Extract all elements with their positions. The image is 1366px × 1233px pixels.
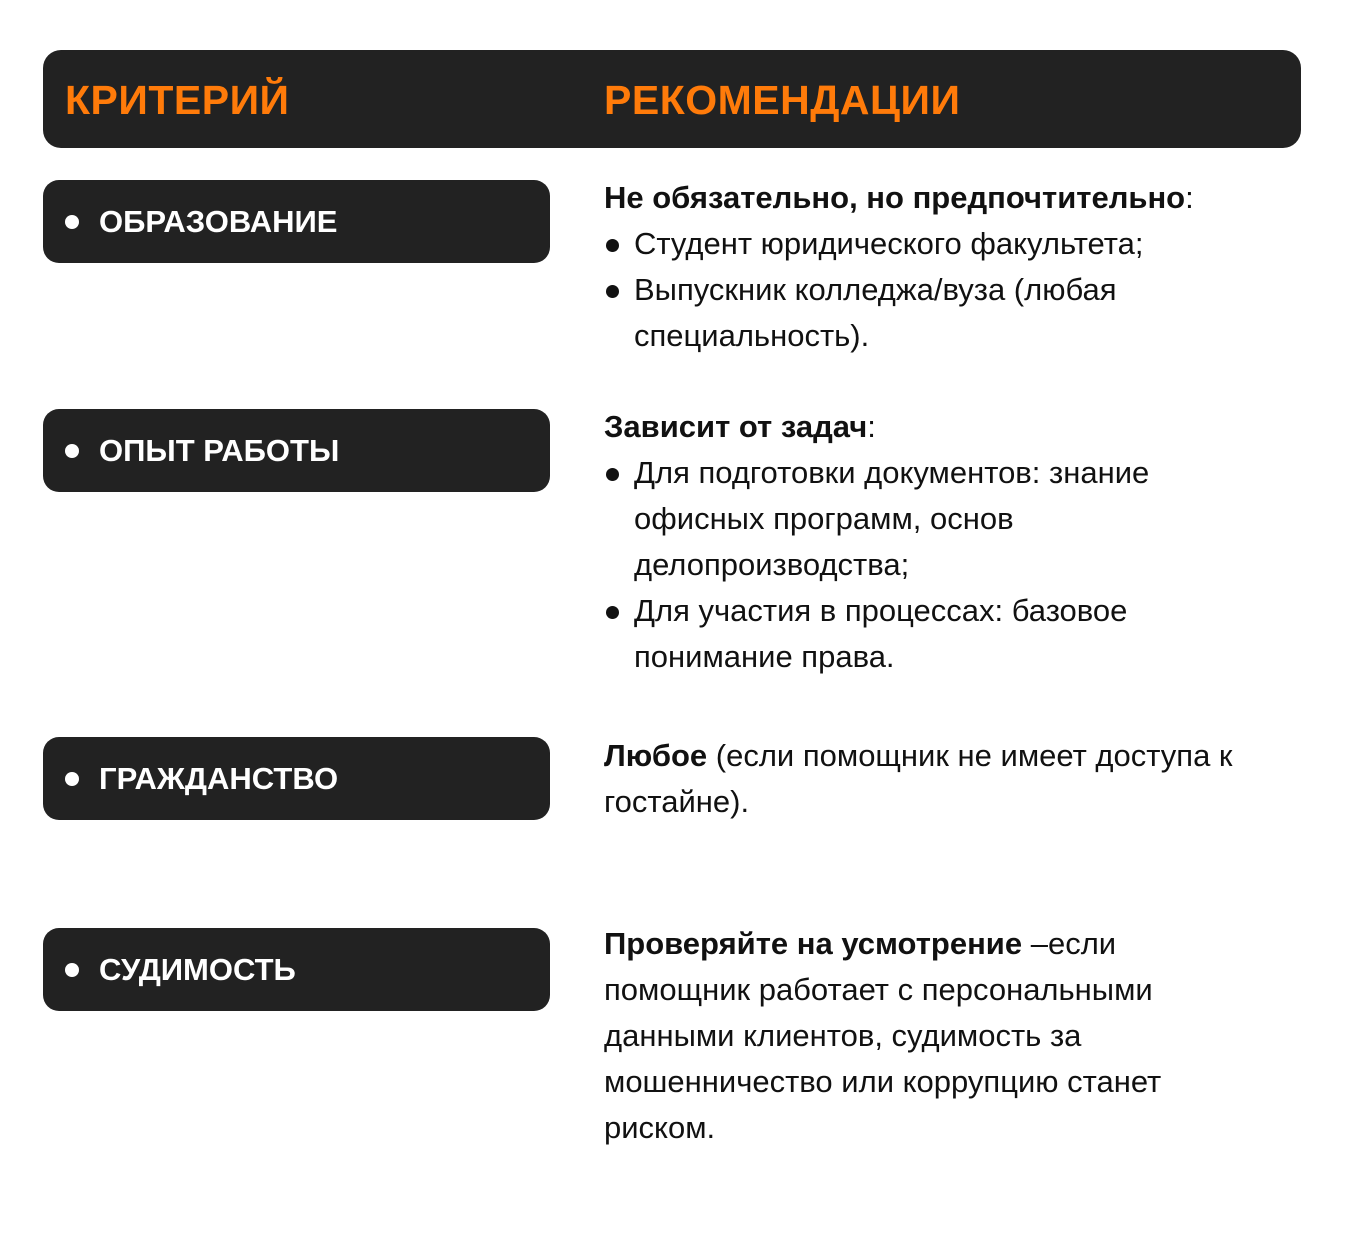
bullet-dot-icon (606, 285, 619, 298)
recommendation-list (604, 221, 1294, 359)
header-criterion: КРИТЕРИЙ (65, 77, 290, 123)
header-recommendations: РЕКОМЕНДАЦИИ (604, 77, 961, 123)
recommendation-citizenship (604, 733, 1324, 825)
list-item: Студент юридического факультета; (604, 221, 1294, 267)
bullet-dot-icon (65, 215, 79, 229)
criterion-label: СУДИМОСТЬ (99, 951, 296, 987)
lead-rest: : (867, 409, 876, 444)
recommendation-lead (604, 175, 1294, 221)
lead-rest: (если помощник не имеет доступа к гостайне). (604, 738, 1233, 819)
lead-rest: : (1185, 180, 1194, 215)
bullet-dot-icon (606, 239, 619, 252)
criterion-work-experience (43, 409, 550, 492)
recommendation-work-experience (604, 404, 1244, 680)
criterion-label: ОПЫТ РАБОТЫ (99, 432, 340, 468)
bullet-dot-icon (65, 963, 79, 977)
criterion-citizenship (43, 737, 550, 820)
bullet-dot-icon (606, 468, 619, 481)
recommendation-lead (604, 921, 1254, 1151)
lead-rest: –если помощник работает с персональными данными клиентов, судимость за мошенничество или коррупцию станет риском. (604, 926, 1162, 1145)
criterion-criminal-record (43, 928, 550, 1011)
list-item: Выпускник колледжа/вуза (любая специальность). (604, 267, 1194, 359)
lead-bold: Зависит от задач (604, 409, 868, 444)
lead-bold: Не обязательно, но предпочтительно (604, 180, 1186, 215)
bullet-dot-icon (65, 444, 79, 458)
recommendation-lead (604, 404, 1244, 450)
recommendation-education (604, 175, 1294, 359)
criterion-label: ОБРАЗОВАНИЕ (99, 203, 338, 239)
recommendation-list (604, 450, 1244, 680)
table-header (43, 50, 1301, 148)
lead-bold: Любое (604, 738, 708, 773)
list-item: Для участия в процессах: базовое понимание права. (604, 588, 1224, 680)
lead-bold: Проверяйте на усмотрение (604, 926, 1023, 961)
bullet-dot-icon (65, 772, 79, 786)
list-item: Для подготовки документов: знание офисных программ, основ делопроизводства; (604, 450, 1244, 588)
recommendation-criminal-record (604, 921, 1254, 1151)
recommendation-lead (604, 733, 1324, 825)
criterion-label: ГРАЖДАНСТВО (99, 760, 339, 796)
bullet-dot-icon (606, 606, 619, 619)
criterion-education (43, 180, 550, 263)
